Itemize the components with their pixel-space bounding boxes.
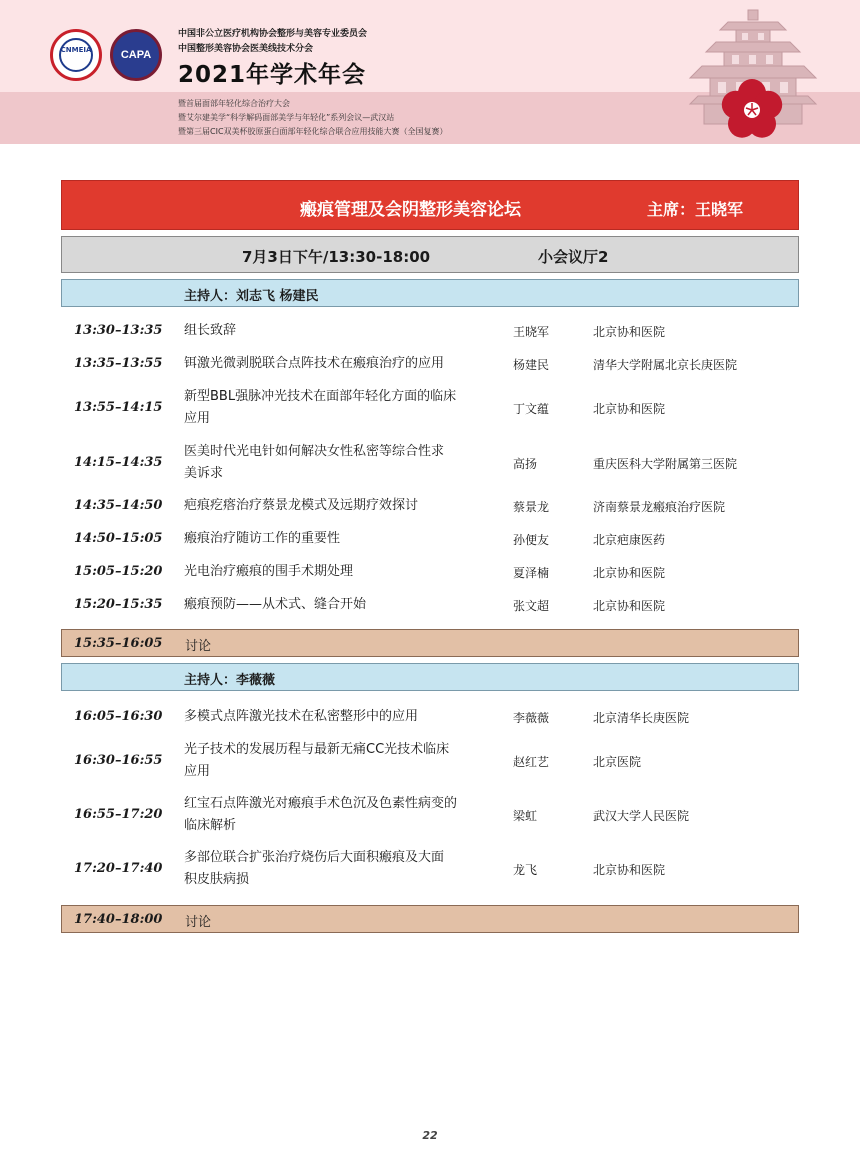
- forum-title-bar: [61, 180, 799, 230]
- row-hospital: 清华大学附属北京长庚医院: [593, 358, 738, 372]
- subtitle-line-3: 暨第三届CIC双美杯胶原蛋白面部年轻化综合联合应用技能大赛（全国复赛）: [178, 127, 448, 136]
- row-speaker: 梁虹: [513, 809, 538, 823]
- row-time: 14:35–14:50: [74, 498, 163, 513]
- row-speaker: 龙飞: [513, 863, 538, 877]
- forum-chair: 主席：王晓军: [647, 200, 744, 219]
- row-speaker: 孙便友: [513, 533, 550, 547]
- session-date: 7月3日下午/13:30-18:00: [242, 248, 431, 266]
- row-topic: 光子技术的发展历程与最新无痛CC光技术临床应用: [184, 742, 450, 779]
- row-time: 14:15–14:35: [74, 455, 163, 470]
- row-topic: 铒激光微剥脱联合点阵技术在瘢痕治疗的应用: [184, 356, 445, 371]
- subtitle-line-2: 暨艾尔建美学“科学解码面部美学与年轻化”系列会议—武汉站: [178, 113, 395, 122]
- discussion-time: 17:40–18:00: [74, 912, 163, 927]
- row-speaker: 高扬: [513, 457, 538, 471]
- organizer-line-2: 中国整形美容协会医美线技术分会: [178, 44, 314, 54]
- row-speaker: 张文超: [513, 599, 550, 613]
- row-speaker: 丁文蕴: [513, 402, 550, 416]
- row-time: 13:55–14:15: [74, 400, 163, 415]
- forum-title: 瘢痕管理及会阴整形美容论坛: [300, 200, 521, 220]
- host-names: 主持人：李薇薇: [184, 673, 276, 688]
- discussion-label: 讨论: [185, 639, 212, 654]
- row-time: 14:50–15:05: [74, 531, 163, 546]
- organizer-line-1: 中国非公立医疗机构协会整形与美容专业委员会: [178, 29, 368, 39]
- discussion-time: 15:35–16:05: [74, 636, 163, 651]
- row-hospital: 北京协和医院: [593, 599, 666, 613]
- host-bar: [61, 663, 799, 691]
- row-topic: 红宝石点阵激光对瘢痕手术色沉及色素性病变的临床解析: [184, 796, 458, 833]
- row-hospital: 北京疤康医药: [593, 533, 666, 547]
- row-hospital: 北京医院: [593, 755, 642, 769]
- host-names: 主持人：刘志飞 杨建民: [184, 289, 319, 304]
- row-speaker: 王晓军: [513, 325, 550, 339]
- plum-blossom-icon: [720, 78, 784, 142]
- row-speaker: 赵红艺: [513, 755, 550, 769]
- row-time: 13:30–13:35: [74, 323, 163, 338]
- row-speaker: 杨建民: [513, 358, 550, 372]
- row-hospital: 重庆医科大学附属第三医院: [593, 457, 738, 471]
- row-topic: 瘢痕预防——从术式、缝合开始: [184, 597, 367, 612]
- row-topic: 瘢痕治疗随访工作的重要性: [184, 531, 341, 546]
- capa-logo: CAPA: [110, 29, 162, 81]
- row-time: 16:30–16:55: [74, 753, 163, 768]
- row-speaker: 李薇薇: [513, 711, 550, 725]
- row-topic: 组长致辞: [184, 323, 237, 338]
- row-hospital: 北京协和医院: [593, 402, 666, 416]
- row-speaker: 夏泽楠: [513, 566, 550, 580]
- row-hospital: 北京协和医院: [593, 325, 666, 339]
- cnmeia-logo: CNMEIA: [50, 29, 102, 81]
- row-hospital: 北京协和医院: [593, 566, 666, 580]
- row-hospital: 济南蔡景龙瘢痕治疗医院: [593, 500, 726, 514]
- row-topic: 多模式点阵激光技术在私密整形中的应用: [184, 709, 419, 724]
- conference-title: 2021年学术年会: [178, 62, 367, 88]
- date-room-bar: [61, 236, 799, 273]
- row-topic: 光电治疗瘢痕的围手术期处理: [184, 564, 354, 579]
- row-topic: 多部位联合扩张治疗烧伤后大面积瘢痕及大面积皮肤病损: [184, 850, 445, 887]
- row-hospital: 北京协和医院: [593, 863, 666, 877]
- row-time: 13:35–13:55: [74, 356, 163, 371]
- row-time: 15:20–15:35: [74, 597, 163, 612]
- row-speaker: 蔡景龙: [513, 500, 550, 514]
- subtitle-line-1: 暨首届面部年轻化综合治疗大会: [178, 99, 290, 108]
- page-number: 22: [422, 1129, 438, 1142]
- discussion-bar: [61, 629, 799, 657]
- discussion-label: 讨论: [185, 915, 212, 930]
- row-topic: 疤痕疙瘩治疗蔡景龙模式及远期疗效探讨: [184, 498, 419, 513]
- row-hospital: 武汉大学人民医院: [593, 809, 690, 823]
- row-time: 16:55–17:20: [74, 807, 163, 822]
- row-time: 15:05–15:20: [74, 564, 163, 579]
- host-bar: [61, 279, 799, 307]
- row-topic: 医美时代光电针如何解决女性私密等综合性求美诉求: [184, 444, 445, 481]
- session-room: 小会议厅2: [538, 248, 609, 266]
- row-time: 17:20–17:40: [74, 861, 163, 876]
- discussion-bar: [61, 905, 799, 933]
- row-topic: 新型BBL强脉冲光技术在面部年轻化方面的临床应用: [184, 389, 457, 426]
- row-time: 16:05–16:30: [74, 709, 163, 724]
- row-hospital: 北京清华长庚医院: [593, 711, 690, 725]
